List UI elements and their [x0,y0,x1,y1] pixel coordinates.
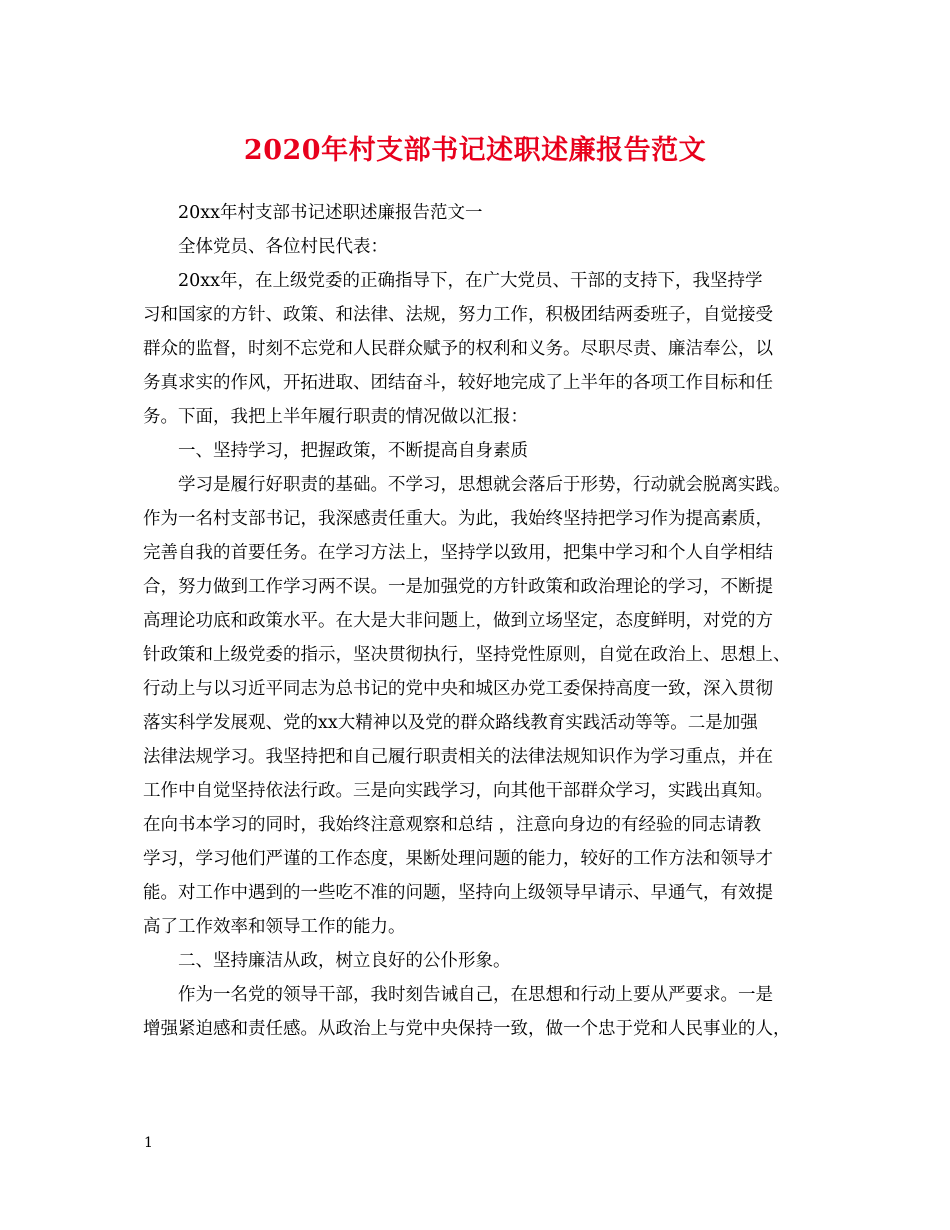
text-line: 群众的监督，时刻不忘党和人民群众赋予的权利和义务。尽职尽责、廉洁奉公，以 [143,339,773,359]
text-line: 落实科学发展观、党的xx大精神以及党的群众路线教育实践活动等等。二是加强 [143,713,758,733]
text-line: 工作中自觉坚持依法行政。三是向实践学习，向其他干部群众学习，实践出真知。 [143,781,773,801]
text-line: 学习，学习他们严谨的工作态度，果断处理问题的能力，较好的工作方法和领导才 [143,849,773,869]
text-line: 增强紧迫感和责任感。从政治上与党中央保持一致，做一个忠于党和人民事业的人， [143,1019,791,1039]
text-line: 高理论功底和政策水平。在大是大非问题上，做到立场坚定，态度鲜明，对党的方 [143,611,773,631]
text-line: 完善自我的首要任务。在学习方法上，坚持学以致用，把集中学习和个人自学相结 [143,543,773,563]
page-number: 1 [144,1135,153,1151]
text-line: 作为一名村支部书记，我深感责任重大。为此，我始终坚持把学习作为提高素质， [143,509,773,529]
text-line: 作为一名党的领导干部，我时刻告诫自己，在思想和行动上要从严要求。一是 [178,985,773,1005]
text-line: 在向书本学习的同时，我始终注意观察和总结 ，注意向身边的有经验的同志请教 [143,815,762,835]
text-line: 务真求实的作风，开拓进取、团结奋斗，较好地完成了上半年的各项工作目标和任 [143,373,773,393]
text-line: 二、坚持廉洁从政，树立良好的公仆形象。 [178,951,511,971]
text-line: 能。对工作中遇到的一些吃不准的问题，坚持向上级领导早请示、早通气，有效提 [143,883,773,903]
text-line: 合，努力做到工作学习两不误。一是加强党的方针政策和政治理论的学习，不断提 [143,577,773,597]
text-line: 行动上与以习近平同志为总书记的党中央和城区办党工委保持高度一致，深入贯彻 [143,679,773,699]
text-line: 20xx年村支部书记述职述廉报告范文一 [178,203,483,223]
document-body [143,196,823,1046]
text-line: 习和国家的方针、政策、和法律、法规，努力工作，积极团结两委班子，自觉接受 [143,305,773,325]
text-line: 20xx年，在上级党委的正确指导下，在广大党员、干部的支持下，我坚持学 [178,271,763,291]
text-line: 法律法规学习。我坚持把和自己履行职责相关的法律法规知识作为学习重点，并在 [143,747,773,767]
text-line: 学习是履行好职责的基础。不学习，思想就会落后于形势，行动就会脱离实践。 [178,475,791,495]
text-line: 务。下面，我把上半年履行职责的情况做以汇报： [143,407,528,427]
text-line: 高了工作效率和领导工作的能力。 [143,917,406,937]
text-line: 一、坚持学习，把握政策，不断提高自身素质 [178,441,528,461]
text-line: 针政策和上级党委的指示，坚决贯彻执行，坚持党性原则，自觉在政治上、思想上、 [143,645,791,665]
text-line: 全体党员、各位村民代表： [178,237,388,257]
document-title: 2020年村支部书记述职述廉报告范文 [243,135,707,166]
